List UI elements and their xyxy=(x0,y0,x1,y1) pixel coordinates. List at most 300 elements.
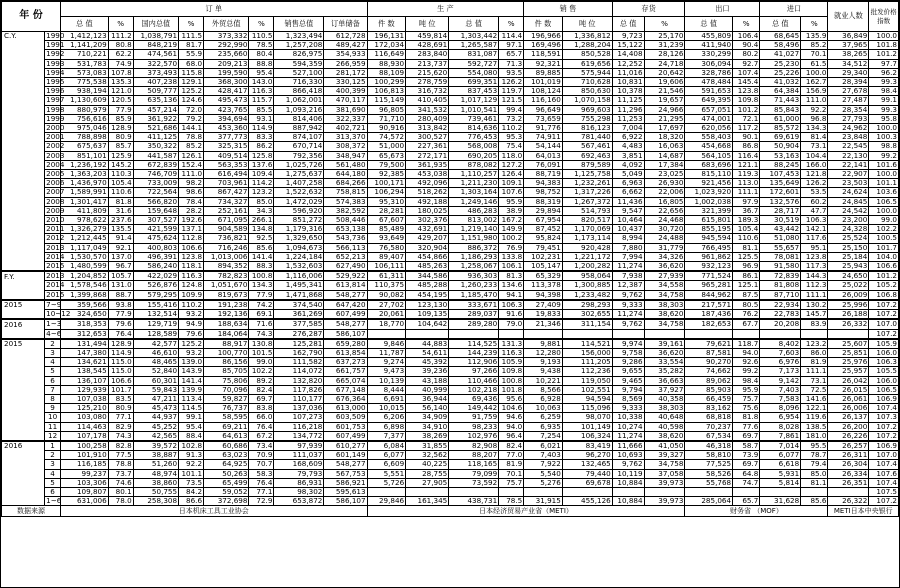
table-cell: 31,915 xyxy=(524,497,563,506)
table-cell: 7,014 xyxy=(760,441,801,451)
section-label xyxy=(2,188,45,197)
table-cell: 39,572 xyxy=(133,441,178,451)
period-cell: 8 xyxy=(45,394,61,403)
table-cell: 106.4 xyxy=(733,32,760,41)
table-cell: 105.5 xyxy=(869,367,899,376)
table-row xyxy=(2,151,899,160)
table-cell: 100,770 xyxy=(204,348,249,357)
table-cell: 78.0 xyxy=(108,497,133,506)
table-cell: 1,094,673 xyxy=(274,243,324,252)
subheader: 吨 位 xyxy=(406,17,449,32)
table-cell: 945,594 xyxy=(685,234,733,243)
table-cell: 126.1 xyxy=(179,151,204,160)
table-cell: 22,006 xyxy=(644,188,685,197)
table-cell: 9,758 xyxy=(612,348,644,357)
table-cell: 125.9 xyxy=(108,151,133,160)
section-label xyxy=(2,105,45,114)
source-production: 日本经济贸易产业省（METI） xyxy=(367,506,685,517)
table-cell: 111.0 xyxy=(801,96,828,105)
table-cell: 106,111 xyxy=(367,262,406,272)
table-cell: 141.4 xyxy=(179,376,204,385)
table-cell: 28,281 xyxy=(367,206,406,215)
table-cell: 180,025 xyxy=(406,206,449,215)
table-cell: 10,378 xyxy=(612,87,644,96)
source-wpi: METI日本中央银行 xyxy=(828,506,899,517)
table-cell: 79,793 xyxy=(274,469,324,478)
table-cell: 130.8 xyxy=(249,339,274,349)
table-cell: 116,649 xyxy=(367,50,406,59)
table-cell: 98.6 xyxy=(179,188,204,197)
table-cell: 24,624 xyxy=(828,188,869,197)
table-cell: 111.2 xyxy=(108,32,133,41)
table-cell: 67,954 xyxy=(524,216,563,225)
table-cell: 40,358 xyxy=(644,394,685,403)
table-cell: 69,436 xyxy=(449,394,499,403)
table-cell: 567,753 xyxy=(324,469,367,478)
table-cell: 76.4 xyxy=(249,422,274,431)
table-cell: 866,418 xyxy=(274,87,324,96)
table-cell: 98.4 xyxy=(869,87,899,96)
table-cell: 285,064 xyxy=(685,497,733,506)
table-cell: 661,757 xyxy=(324,367,367,376)
table-row xyxy=(2,225,899,234)
table-cell: 568,008 xyxy=(449,142,499,151)
table-row xyxy=(2,160,899,169)
table-cell: 311,154 xyxy=(562,319,612,329)
table-cell xyxy=(828,329,869,339)
table-cell: 77.0 xyxy=(499,451,524,460)
table-cell: 95.1 xyxy=(801,243,828,252)
table-cell: 93.1 xyxy=(249,114,274,123)
table-cell: 123.8 xyxy=(801,252,828,261)
table-cell: 644,180 xyxy=(324,170,367,179)
table-cell: 78.5 xyxy=(499,497,524,506)
table-cell: 107.2 xyxy=(869,431,899,441)
table-cell: 410,405 xyxy=(406,96,449,105)
section-label xyxy=(2,497,45,506)
table-cell: 107.4 xyxy=(869,478,899,487)
table-cell: 312,653 xyxy=(61,329,109,339)
period-cell: 1990 xyxy=(46,31,65,40)
table-cell: 659,280 xyxy=(324,339,367,349)
subheader: % xyxy=(179,17,204,32)
table-cell: 85.2 xyxy=(801,41,828,50)
table-cell: 38,620 xyxy=(644,431,685,441)
table-cell: 74,572 xyxy=(367,133,406,142)
table-cell: 94,383 xyxy=(524,179,563,188)
table-cell: 70.1 xyxy=(499,469,524,478)
table-cell: 5,276 xyxy=(524,478,563,487)
table-cell: 302,655 xyxy=(562,310,612,320)
table-cell: 22,141 xyxy=(828,160,869,169)
table-cell: 100.0 xyxy=(869,32,899,41)
table-cell: 85,489 xyxy=(367,225,406,234)
table-cell: 607,499 xyxy=(324,310,367,320)
table-row xyxy=(2,469,899,478)
table-cell: 11,787 xyxy=(367,348,406,357)
table-cell: 29,894 xyxy=(524,206,563,215)
section-label: 2016 xyxy=(2,319,45,329)
table-cell: 9,333 xyxy=(612,300,644,310)
section-label: 2016 xyxy=(2,441,45,451)
table-cell: 9,762 xyxy=(612,319,644,329)
table-cell: 25,976 xyxy=(828,358,869,367)
table-cell: 11,436 xyxy=(612,197,644,206)
period-cell: 1~3 xyxy=(46,319,62,329)
table-cell: 143.9 xyxy=(179,367,204,376)
table-cell: 85.9 xyxy=(108,114,133,123)
table-cell: 37,927 xyxy=(644,385,685,394)
period-cell: 2014 xyxy=(46,251,65,261)
table-cell: 97.1 xyxy=(499,41,524,50)
table-cell: 95.3 xyxy=(499,133,524,142)
subheader: % xyxy=(733,17,760,32)
table-cell: 594,359 xyxy=(274,59,324,68)
table-cell: 814,406 xyxy=(274,114,324,123)
table-cell: 98,752 xyxy=(524,188,563,197)
table-cell: 105.2 xyxy=(869,281,899,290)
table-cell: 8,444 xyxy=(367,385,406,394)
table-cell: 27,793 xyxy=(828,114,869,123)
table-cell: 38,269 xyxy=(406,431,449,441)
table-cell: 77.9 xyxy=(108,105,133,114)
table-cell: 117.6 xyxy=(801,234,828,243)
table-cell: 438,731 xyxy=(449,497,499,506)
table-cell: 189.3 xyxy=(733,216,760,225)
table-cell: 95.4 xyxy=(249,68,274,77)
table-cell: 101.2 xyxy=(733,105,760,114)
table-cell: 91,580 xyxy=(760,262,801,272)
table-cell: 107.4 xyxy=(733,68,760,77)
table-cell: 14,687 xyxy=(644,151,685,160)
table-cell: 116.3 xyxy=(499,348,524,357)
table-cell: 109.1 xyxy=(499,179,524,188)
table-cell: 106.3 xyxy=(499,300,524,310)
table-cell: 1,412,123 xyxy=(61,32,109,41)
table-cell: 64,613 xyxy=(204,431,249,441)
table-cell: 62.2 xyxy=(108,50,133,59)
table-cell: 46,610 xyxy=(133,348,178,357)
table-cell: 9,193 xyxy=(524,358,563,367)
table-cell: 422,029 xyxy=(133,271,178,281)
table-cell: 23,503 xyxy=(828,179,869,188)
table-cell: 280,409 xyxy=(406,114,449,123)
table-cell: 548,277 xyxy=(324,290,367,300)
table-cell: 874,107 xyxy=(274,133,324,142)
table-cell: 7,938 xyxy=(612,271,644,281)
table-cell: 86.2 xyxy=(249,142,274,151)
table-cell: 79,451 xyxy=(524,243,563,252)
table-cell: 1,151,980 xyxy=(449,234,499,243)
table-cell: 135.5 xyxy=(108,225,133,234)
orders-header: 订 单 xyxy=(61,2,368,17)
table-cell: 321,399 xyxy=(685,206,733,215)
table-cell: 5,540 xyxy=(524,469,563,478)
table-cell: 38,887 xyxy=(133,451,178,460)
table-cell: 272,171 xyxy=(406,151,449,160)
table-cell: 92.6 xyxy=(733,358,760,367)
table-cell: 734,327 xyxy=(204,197,249,206)
table-cell: 1,530,570 xyxy=(61,252,109,261)
table-cell: 70.1 xyxy=(801,50,828,59)
table-cell: 96.4 xyxy=(499,431,524,441)
table-cell: 38,860 xyxy=(133,478,178,487)
table-cell: 10,274 xyxy=(612,422,644,431)
table-cell: 50,755 xyxy=(133,487,178,496)
table-cell: 134.6 xyxy=(499,281,524,290)
table-cell: 28,354 xyxy=(828,105,869,114)
table-cell: 1,522,632 xyxy=(274,188,324,197)
table-cell: 107,273 xyxy=(274,413,324,422)
section-label xyxy=(2,50,45,59)
table-cell: 8,569 xyxy=(612,394,644,403)
table-cell: 373,493 xyxy=(133,68,178,77)
table-cell: 28,126 xyxy=(644,50,685,59)
table-cell: 492,188 xyxy=(406,197,449,206)
table-cell: 114,521 xyxy=(562,339,612,349)
table-cell: 10,884 xyxy=(612,478,644,487)
subheader: 总 值 xyxy=(760,17,801,32)
table-cell: 107,178 xyxy=(61,431,109,441)
table-cell: 470,117 xyxy=(324,96,367,105)
table-cell: 76.2 xyxy=(733,310,760,320)
table-row xyxy=(2,59,899,68)
table-cell: 116,218 xyxy=(274,422,324,431)
table-cell: 69,211 xyxy=(204,422,249,431)
table-cell: 60.2 xyxy=(801,197,828,206)
table-cell: 39,327 xyxy=(644,451,685,460)
table-cell: 102.2 xyxy=(869,225,899,234)
table-cell: 68,645 xyxy=(760,32,801,41)
table-cell: 307,527 xyxy=(133,216,178,225)
table-cell: 71,710 xyxy=(367,114,406,123)
table-cell: 99.4 xyxy=(499,105,524,114)
table-cell: 114,525 xyxy=(449,339,499,349)
table-cell: 91.6 xyxy=(499,310,524,320)
table-cell: 61,000 xyxy=(760,114,801,123)
table-cell: 111,205 xyxy=(562,358,612,367)
table-cell: 739,461 xyxy=(449,114,499,123)
table-cell: 103.6 xyxy=(869,188,899,197)
table-cell: 125.2 xyxy=(179,87,204,96)
table-cell: 87,710 xyxy=(760,290,801,300)
table-cell: 105.9 xyxy=(499,358,524,367)
period-cell: 2000 xyxy=(46,123,65,133)
table-cell: 69.1 xyxy=(249,310,274,320)
table-cell: 72.0 xyxy=(179,105,204,114)
table-cell: 100.0 xyxy=(869,124,899,133)
table-cell: 72.5 xyxy=(801,385,828,394)
table-cell: 101,149 xyxy=(562,422,612,431)
table-cell: 372,698 xyxy=(204,497,249,506)
table-cell: 69,619 xyxy=(760,133,801,142)
table-cell: 567,461 xyxy=(562,142,612,151)
table-cell: 125.5 xyxy=(733,252,760,261)
table-cell: 94.0 xyxy=(499,422,524,431)
table-cell: 167.2 xyxy=(499,216,524,225)
table-cell: 95.9 xyxy=(733,385,760,394)
table-cell: 22,907 xyxy=(828,170,869,179)
table-cell: 107.3 xyxy=(869,413,899,422)
table-cell: 22,130 xyxy=(828,151,869,160)
table-cell: 142.1 xyxy=(801,225,828,234)
table-cell: 22,656 xyxy=(644,206,685,215)
table-cell: 117.2 xyxy=(733,124,760,133)
table-cell: 99.0 xyxy=(249,358,274,367)
table-cell: 55,657 xyxy=(760,243,801,252)
table-cell: 98.4 xyxy=(733,376,760,385)
table-cell: 59,843 xyxy=(133,385,178,394)
table-cell: 126.4 xyxy=(499,170,524,179)
table-cell: 333,671 xyxy=(449,300,499,310)
table-cell: 105.7 xyxy=(108,271,133,281)
table-cell: 72,839 xyxy=(760,271,801,281)
period-cell: 2 xyxy=(45,451,61,460)
table-cell xyxy=(801,329,828,339)
table-cell: 851,101 xyxy=(61,151,109,160)
table-cell: 107.2 xyxy=(869,329,899,339)
table-cell: 635,136 xyxy=(133,96,178,105)
table-cell: 107.0 xyxy=(869,451,899,460)
table-cell: 377,773 xyxy=(204,133,249,142)
table-cell: 9,881 xyxy=(524,339,563,349)
table-cell: 266,959 xyxy=(324,59,367,68)
table-cell: 25,996 xyxy=(828,300,869,310)
table-cell: 10,119 xyxy=(612,469,644,478)
table-cell: 1,267,372 xyxy=(562,197,612,206)
table-cell: 9,274 xyxy=(367,358,406,367)
table-cell: 38,265 xyxy=(828,50,869,59)
table-cell: 92,321 xyxy=(524,59,563,68)
sales-header: 销 售 xyxy=(524,2,613,17)
table-cell: 1,204,852 xyxy=(61,271,109,281)
table-cell: 92,385 xyxy=(367,170,406,179)
table-cell: 1,017,129 xyxy=(449,96,499,105)
table-cell: 509,777 xyxy=(133,87,178,96)
table-cell: 58,810 xyxy=(685,451,733,460)
table-cell: 86.8 xyxy=(733,142,760,151)
table-cell: 106.5 xyxy=(869,197,899,206)
table-cell: 187,436 xyxy=(685,310,733,320)
table-cell: 145.2 xyxy=(108,160,133,169)
table-cell: 106.0 xyxy=(869,348,899,357)
table-cell: 50,904 xyxy=(760,142,801,151)
period-cell: 11 xyxy=(45,422,61,431)
table-cell: 79,099 xyxy=(449,469,499,478)
table-cell: 703,961 xyxy=(204,179,249,188)
table-cell: 566,820 xyxy=(133,197,178,206)
table-cell: 7,254 xyxy=(524,431,563,441)
table-cell: 106,813 xyxy=(367,87,406,96)
table-cell: 46,318 xyxy=(685,441,733,451)
table-cell: 591,653 xyxy=(685,87,733,96)
table-cell: 9,286 xyxy=(612,358,644,367)
table-cell: 119.3 xyxy=(733,170,760,179)
table-cell: 75.7 xyxy=(499,478,524,487)
source-orders: 日本机床工具工业协会 xyxy=(61,506,368,517)
table-cell: 107.0 xyxy=(869,319,899,329)
table-cell: 938,194 xyxy=(61,87,109,96)
table-row xyxy=(2,348,899,357)
table-cell: 81.3 xyxy=(499,271,524,281)
table-cell: 10,338 xyxy=(612,413,644,422)
table-cell: 25,957 xyxy=(828,367,869,376)
table-cell: 85.6 xyxy=(249,243,274,252)
table-cell: 508,446 xyxy=(324,216,367,225)
table-row xyxy=(2,262,899,272)
table-cell: 28,717 xyxy=(760,206,801,215)
table-cell: 1,232,261 xyxy=(562,179,612,188)
table-cell: 24,718 xyxy=(644,59,685,68)
table-cell: 123.2 xyxy=(249,188,274,197)
table-cell: 298,293 xyxy=(562,300,612,310)
table-cell: 121.8 xyxy=(801,170,828,179)
table-cell: 136,107 xyxy=(61,376,109,385)
table-cell: 308,372 xyxy=(324,142,367,151)
table-cell: 531,783 xyxy=(61,59,109,68)
table-cell: 156.9 xyxy=(801,87,828,96)
table-cell: 26,042 xyxy=(828,376,869,385)
table-cell: 60,686 xyxy=(204,441,249,451)
subheader: 国内总值 xyxy=(133,17,178,32)
section-label xyxy=(2,234,45,243)
table-cell: 104,642 xyxy=(406,319,449,329)
table-cell: 115.8 xyxy=(179,68,204,77)
table-cell xyxy=(524,329,563,339)
section-label xyxy=(2,96,45,105)
table-cell: 105.4 xyxy=(108,179,133,188)
table-cell: 7,994 xyxy=(612,252,644,261)
section-label xyxy=(2,329,45,339)
table-cell: 5,049 xyxy=(612,170,644,179)
table-cell: 1,472,029 xyxy=(274,197,324,206)
table-row xyxy=(2,487,899,496)
table-cell: 199,590 xyxy=(204,68,249,77)
period-cell: 2014 xyxy=(46,280,65,290)
table-cell: 166.0 xyxy=(801,160,828,169)
table-row xyxy=(2,68,899,77)
subheader: 外贸总值 xyxy=(204,17,249,32)
period-cell: 2015 xyxy=(46,289,65,299)
table-cell: 76.4 xyxy=(108,329,133,339)
table-cell: 134,772 xyxy=(274,431,324,441)
table-cell: 453,360 xyxy=(204,124,249,133)
table-cell: 348,947 xyxy=(324,151,367,160)
table-cell: 7,377 xyxy=(367,431,406,441)
table-cell: 527,100 xyxy=(274,68,324,77)
table-cell: 690,205 xyxy=(449,151,499,160)
table-cell: 90,916 xyxy=(367,124,406,133)
table-cell: 34,558 xyxy=(644,281,685,290)
table-cell: 91.4 xyxy=(108,234,133,243)
table-cell: 341,532 xyxy=(406,105,449,114)
table-cell: 24,962 xyxy=(828,124,869,133)
table-cell: 25,524 xyxy=(828,234,869,243)
table-cell: 182,653 xyxy=(685,319,733,329)
table-cell: 3,851 xyxy=(612,151,644,160)
table-cell: 71,443 xyxy=(760,96,801,105)
table-cell: 88,109 xyxy=(367,68,406,77)
table-cell: 575,944 xyxy=(562,68,612,77)
table-cell: 95.4 xyxy=(179,422,204,431)
table-cell: 73,592 xyxy=(449,478,499,487)
table-cell: 18,770 xyxy=(367,319,406,329)
table-cell: 31,628 xyxy=(760,497,801,506)
table-cell: 350,322 xyxy=(133,142,178,151)
table-cell: 65.7 xyxy=(733,497,760,506)
table-cell: 64.8 xyxy=(733,469,760,478)
table-cell: 411,940 xyxy=(685,41,733,50)
